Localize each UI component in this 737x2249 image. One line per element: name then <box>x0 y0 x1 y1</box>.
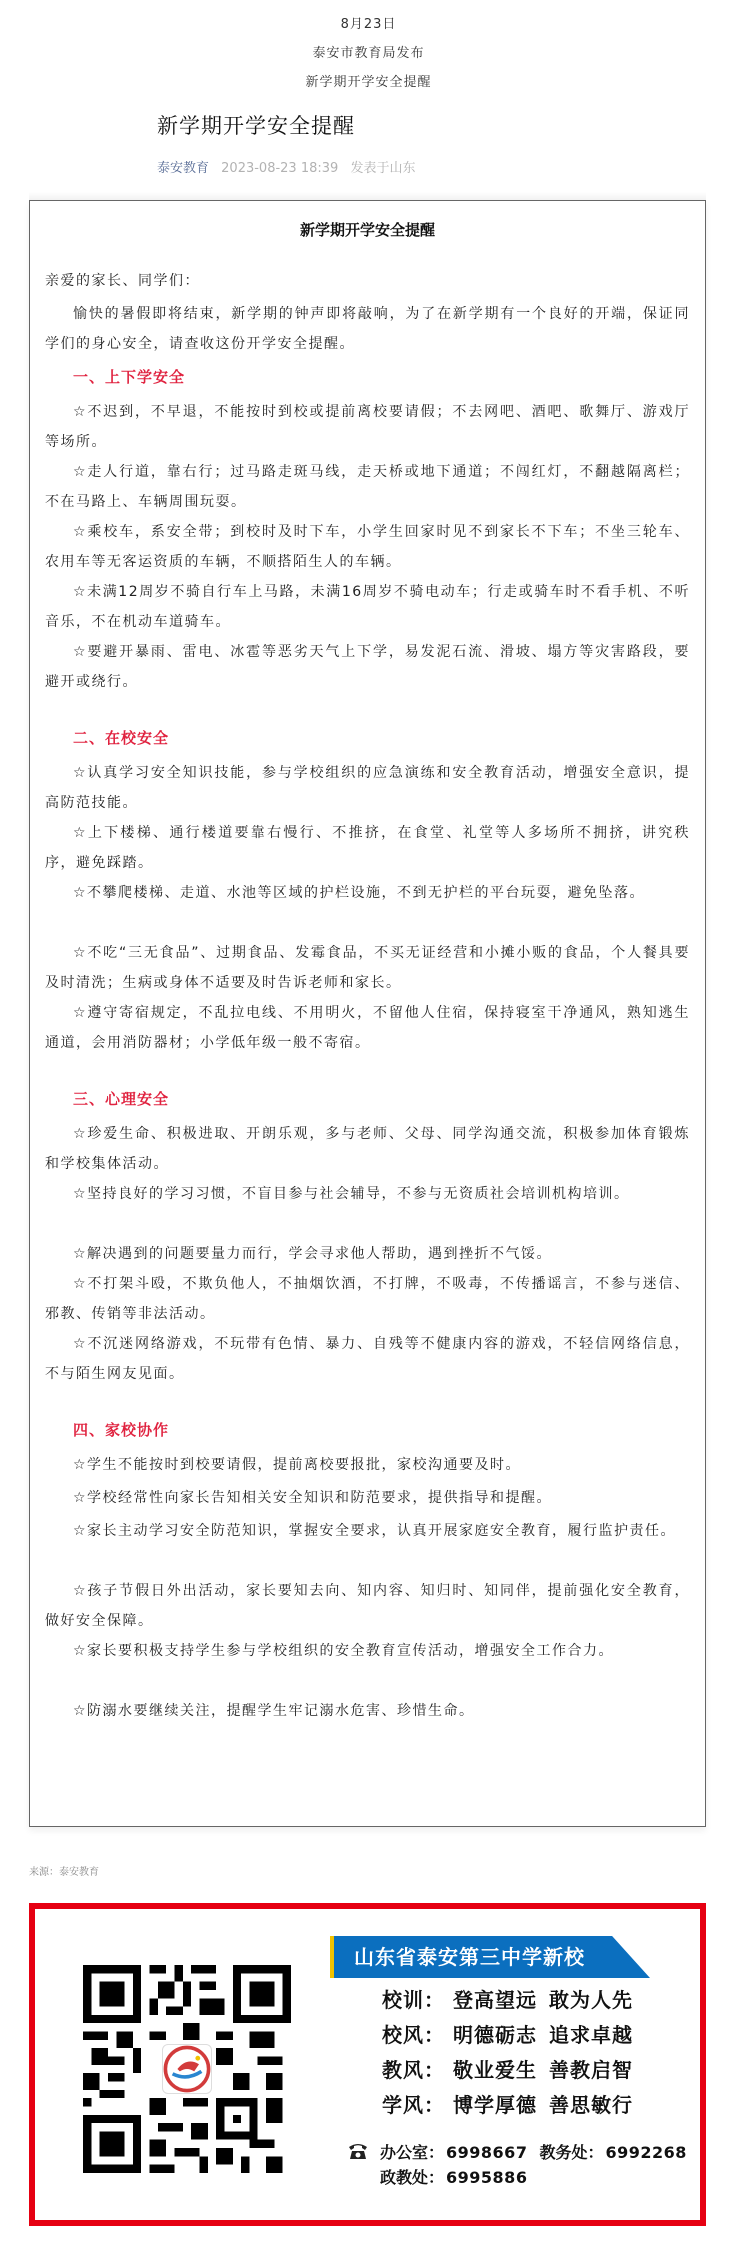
motto-row: 学风： 博学厚德 善思敏行 <box>382 2093 633 2117</box>
list-item: ☆珍爱生命、积极进取、开朗乐观，多与老师、父母、同学沟通交流，积极参加体育锻炼和学校集体活动。 <box>45 1126 690 1172</box>
list-item: ☆不攀爬楼梯、走道、水池等区域的护栏设施，不到无护栏的平台玩耍，避免坠落。 <box>73 885 646 901</box>
list-item: ☆不打架斗殴，不欺负他人，不抽烟饮酒，不打牌，不吸毒，不传播谣言，不参与迷信、邪教、传销等非法活动。 <box>45 1276 690 1322</box>
greeting: 亲爱的家长、同学们： <box>45 273 200 289</box>
intro-paragraph: 愉快的暑假即将结束，新学期的钟声即将敲响，为了在新学期有一个良好的开端，保证同学们的身心安全，请查收这份开学安全提醒。 <box>45 306 690 352</box>
section-heading-commute: 一、上下学安全 <box>73 368 186 386</box>
header-subtitle: 新学期开学安全提醒 <box>305 75 432 90</box>
list-item: ☆家长要积极支持学生参与学校组织的安全教育宣传活动，增强安全工作合力。 <box>73 1643 615 1659</box>
section-heading-school: 二、在校安全 <box>73 729 170 747</box>
author-link[interactable]: 泰安教育 <box>157 161 210 176</box>
list-item: ☆解决遇到的问题要量力而行，学会寻求他人帮助，遇到挫折不气馁。 <box>73 1246 553 1262</box>
political-education-phone[interactable]: 6995886 <box>446 2168 528 2187</box>
publish-date: 2023-08-23 18:39 <box>221 161 339 176</box>
header-lines <box>0 14 737 101</box>
list-item: ☆防溺水要继续关注，提醒学生牢记溺水危害、珍惜生命。 <box>73 1703 475 1719</box>
contact-row: 办公室： 6998667 教务处： 6992268 <box>380 2143 687 2162</box>
list-item: ☆遵守寄宿规定，不乱拉电线、不用明火，不留他人住宿，保持寝室干净通风，熟知逃生通道，会用消防器材；小学低年级一般不寄宿。 <box>45 1005 690 1051</box>
list-item: ☆不吃“三无食品”、过期食品、发霉食品，不买无证经营和小摊小贩的食品，个人餐具要及时清洗；生病或身体不适要及时告诉老师和家长。 <box>45 945 690 991</box>
list-item: ☆学校经常性向家长告知相关安全知识和防范要求，提供指导和提醒。 <box>73 1490 553 1506</box>
header-publisher: 泰安市教育局发布 <box>312 46 425 61</box>
notice-title: 新学期开学安全提醒 <box>299 221 435 239</box>
motto-row: 教风： 敬业爱生 善教启智 <box>382 2058 633 2082</box>
list-item: ☆孩子节假日外出活动，家长要知去向、知内容、知归时、知同伴，提前强化安全教育，做好安全保障。 <box>45 1583 690 1629</box>
list-item: ☆认真学习安全知识技能，参与学校组织的应急演练和安全教育活动，增强安全意识，提高防范技能。 <box>45 765 690 811</box>
article-meta <box>157 157 415 176</box>
motto-row: 校风： 明德砺志 追求卓越 <box>382 2023 633 2047</box>
list-item: ☆上下楼梯、通行楼道要靠右慢行、不推挤，在食堂、礼堂等人多场所不拥挤，讲究秩序，避免踩踏。 <box>45 825 690 871</box>
list-item: ☆要避开暴雨、雷电、冰雹等恶劣天气上下学，易发泥石流、滑坡、塌方等灾害路段，要避开或绕行。 <box>45 644 690 690</box>
list-item: ☆不迟到，不早退，不能按时到校或提前离校要请假；不去网吧、酒吧、歌舞厅、游戏厅等场所。 <box>45 404 690 450</box>
contact-row: 政教处： 6995886 <box>380 2168 528 2187</box>
notice-box <box>29 200 706 1827</box>
telephone-icon <box>348 2142 368 2160</box>
publish-location: 发表于山东 <box>350 161 416 176</box>
school-name: 山东省泰安第三中学新校 <box>354 1945 585 1969</box>
list-item: ☆坚持良好的学习习惯，不盲目参与社会辅导，不参与无资质社会培训机构培训。 <box>73 1186 630 1202</box>
school-promo-card <box>29 1903 706 2226</box>
list-item: ☆不沉迷网络游戏，不玩带有色情、暴力、自残等不健康内容的游戏，不轻信网络信息，不与陌生网友见面。 <box>45 1336 690 1382</box>
list-item: ☆乘校车，系安全带；到校时及时下车，小学生回家时见不到家长不下车；不坐三轮车、农用车等无客运资质的车辆，不顺搭陌生人的车辆。 <box>45 524 690 570</box>
section-heading-mental: 三、心理安全 <box>73 1090 170 1108</box>
school-name-banner <box>330 1936 650 1978</box>
article-title: 新学期开学安全提醒 <box>157 114 355 138</box>
school-logo-icon <box>162 2044 212 2094</box>
header-date: 8月23日 <box>340 17 397 32</box>
list-item: ☆未满12周岁不骑自行车上马路，未满16周岁不骑电动车；行走或骑车时不看手机、不听音乐，不在机动车道骑车。 <box>45 584 690 630</box>
section-heading-home-school: 四、家校协作 <box>73 1421 170 1439</box>
list-item: ☆学生不能按时到校要请假，提前离校要报批，家校沟通要及时。 <box>73 1457 522 1473</box>
motto-row: 校训： 登高望远 敢为人先 <box>382 1988 633 2012</box>
office-phone[interactable]: 6998667 <box>446 2143 528 2162</box>
qr-code[interactable] <box>83 1965 291 2173</box>
list-item: ☆家长主动学习安全防范知识，掌握安全要求，认真开展家庭安全教育，履行监护责任。 <box>73 1523 677 1539</box>
source-credit: 来源：泰安教育 <box>29 1867 99 1878</box>
banner-stripe <box>330 1936 334 1978</box>
academic-affairs-phone[interactable]: 6992268 <box>605 2143 687 2162</box>
list-item: ☆走人行道，靠右行；过马路走斑马线，走天桥或地下通道；不闯红灯，不翻越隔离栏；不在马路上、车辆周围玩耍。 <box>45 464 690 510</box>
